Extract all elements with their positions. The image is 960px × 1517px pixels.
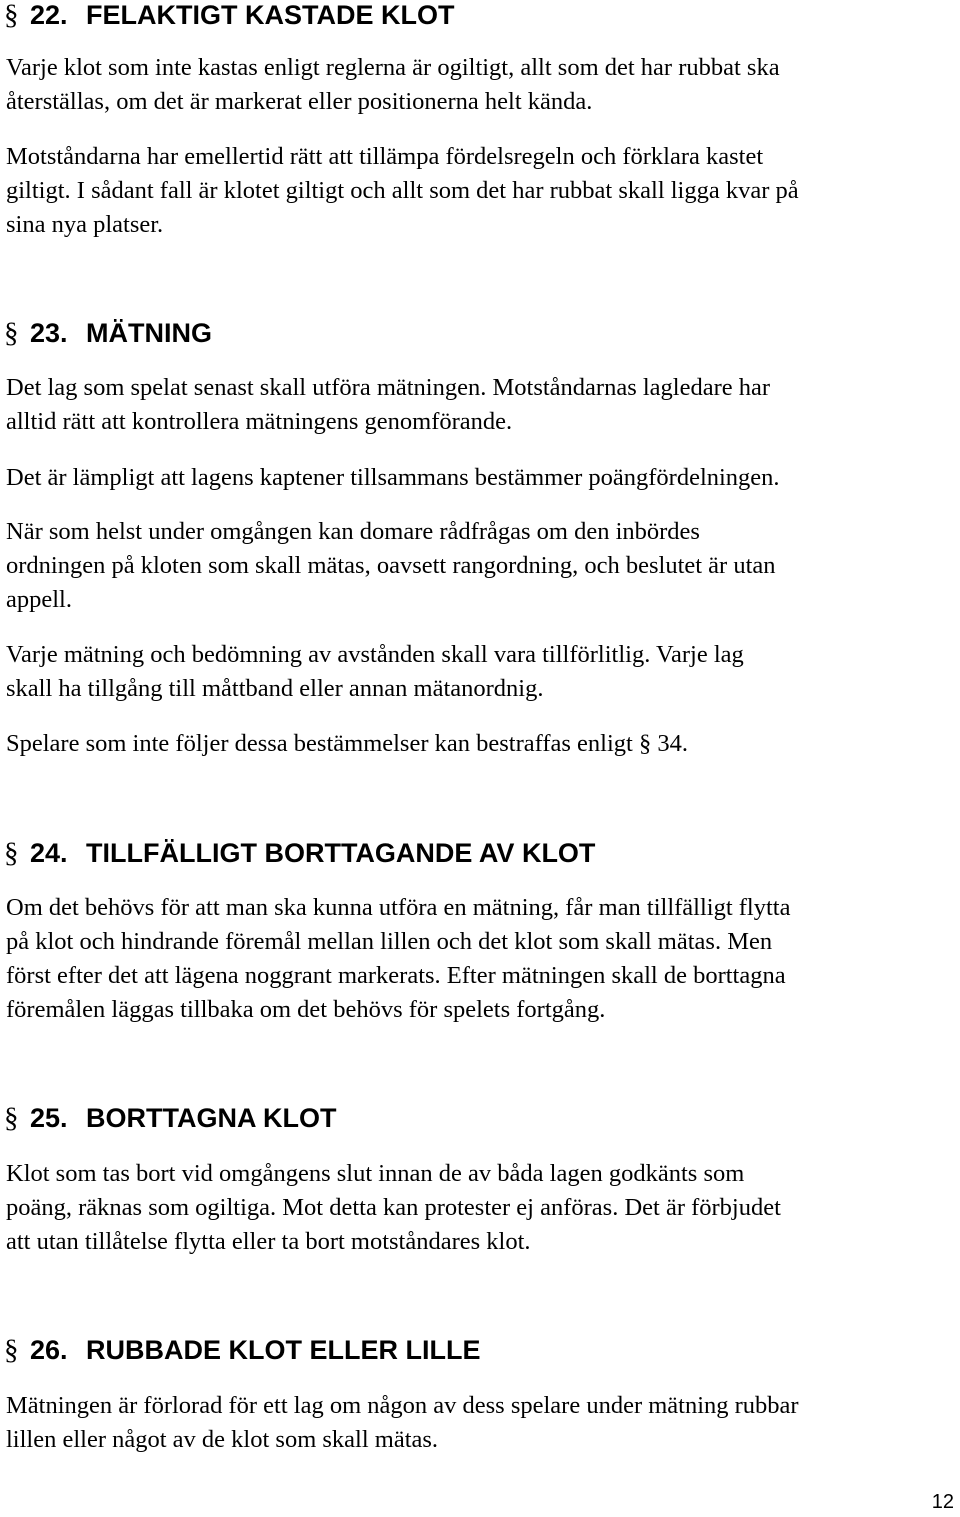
paragraph — [6, 515, 956, 617]
text-line: att utan tillåtelse flytta eller ta bort motståndares klot. — [6, 1228, 531, 1255]
section-number: 22. — [30, 0, 68, 30]
text-line: giltigt. I sådant fall är klotet giltigt och allt som det har rubbat skall ligga kvar på — [6, 177, 799, 204]
text-line: appell. — [6, 586, 72, 613]
section-title: BORTTAGNA KLOT — [86, 1103, 337, 1133]
section-symbol: § — [4, 1102, 19, 1134]
paragraph — [6, 140, 956, 242]
text-line: på klot och hindrande föremål mellan lillen och det klot som skall mätas. Men — [6, 928, 773, 955]
text-line: återställas, om det är markerat eller positionerna helt kända. — [6, 88, 593, 115]
section-symbol: § — [4, 317, 19, 349]
paragraph — [6, 1389, 956, 1457]
paragraph — [6, 51, 956, 119]
text-line: föremålen läggas tillbaka om det behövs för spelets fortgång. — [6, 996, 606, 1023]
paragraph — [6, 727, 956, 761]
text-line: Varje klot som inte kastas enligt reglerna är ogiltigt, allt som det har rubbat ska — [6, 54, 780, 81]
text-line: Om det behövs för att man ska kunna utföra en mätning, får man tillfälligt flytta — [6, 894, 791, 921]
section-heading-22 — [4, 0, 454, 30]
section-symbol: § — [4, 0, 19, 31]
section-title: MÄTNING — [86, 318, 212, 348]
text-line: Spelare som inte följer dessa bestämmelser kan bestraffas enligt § 34. — [6, 730, 688, 757]
text-line: lillen eller något av de klot som skall mätas. — [6, 1426, 439, 1453]
section-number: 26. — [30, 1335, 68, 1365]
section-heading-24 — [4, 838, 595, 868]
section-symbol: § — [4, 1334, 19, 1366]
text-line: Klot som tas bort vid omgångens slut innan de av båda lagen godkänts som — [6, 1160, 745, 1187]
text-line: poäng, räknas som ogiltiga. Mot detta kan protester ej anföras. Det är förbjudet — [6, 1194, 781, 1221]
text-line: Varje mätning och bedömning av avstånden skall vara tillförlitlig. Varje lag — [6, 641, 744, 668]
paragraph — [6, 461, 956, 495]
page-number: 12 — [931, 1491, 954, 1513]
text-line: Motståndarna har emellertid rätt att tillämpa fördelsregeln och förklara kastet — [6, 143, 764, 170]
section-number: 25. — [30, 1103, 68, 1133]
section-number: 24. — [30, 838, 68, 868]
paragraph — [6, 891, 956, 1027]
text-line: sina nya platser. — [6, 211, 164, 238]
text-line: När som helst under omgången kan domare rådfrågas om den inbördes — [6, 518, 700, 545]
section-heading-25 — [4, 1103, 336, 1133]
paragraph — [6, 1157, 956, 1259]
paragraph — [6, 638, 956, 706]
paragraph — [6, 371, 956, 439]
section-title: RUBBADE KLOT ELLER LILLE — [86, 1335, 481, 1365]
text-line: Det lag som spelat senast skall utföra mätningen. Motståndarnas lagledare har — [6, 374, 771, 401]
text-line: Det är lämpligt att lagens kaptener tillsammans bestämmer poängfördelningen. — [6, 464, 780, 491]
text-line: skall ha tillgång till måttband eller annan mätanordnig. — [6, 675, 544, 702]
section-title: FELAKTIGT KASTADE KLOT — [86, 0, 455, 30]
section-title: TILLFÄLLIGT BORTTAGANDE AV KLOT — [86, 838, 596, 868]
section-heading-23 — [4, 318, 212, 348]
text-line: ordningen på kloten som skall mätas, oavsett rangordning, och beslutet är utan — [6, 552, 776, 579]
text-line: alltid rätt att kontrollera mätningens genomförande. — [6, 408, 513, 435]
section-number: 23. — [30, 318, 68, 348]
text-line: först efter det att lägena noggrant markerats. Efter mätningen skall de borttagna — [6, 962, 786, 989]
section-symbol: § — [4, 837, 19, 869]
text-line: Mätningen är förlorad för ett lag om någon av dess spelare under mätning rubbar — [6, 1392, 799, 1419]
section-heading-26 — [4, 1335, 480, 1365]
